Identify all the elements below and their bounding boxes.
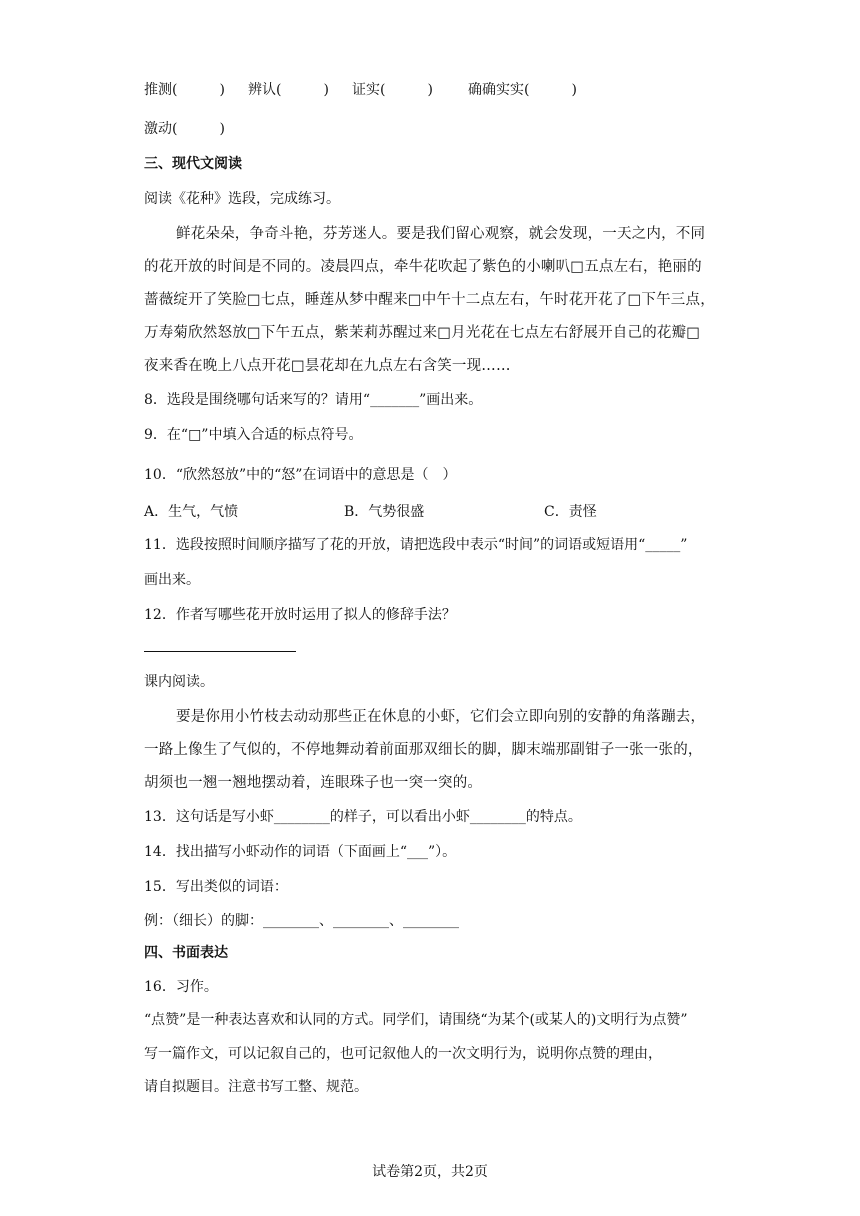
question-13: 13．这句话是写小虾________的样子，可以看出小虾________的特点。 bbox=[144, 809, 582, 825]
question-10: 10．“欣然怒放”中的“怒”在词语中的意思是（ ） bbox=[144, 467, 457, 483]
passage-line: 万寿菊欣然怒放□下午五点，紫茉莉苏醒过来□月光花在七点左右舒展开自己的花瓣□ bbox=[144, 325, 701, 341]
passage-line: 的花开放的时间是不同的。凌晨四点，牵牛花吹起了紫色的小喇叭□五点左右，艳丽的 bbox=[144, 259, 702, 275]
question-16: 16．习作。 bbox=[144, 979, 218, 995]
question-11: 11．选段按照时间顺序描写了花的开放，请把选段中表示“时间”的词语或短语用“_____” bbox=[144, 537, 688, 553]
vocab-row-2: 激动( ) bbox=[144, 121, 225, 137]
vocab-row-1 bbox=[144, 79, 577, 99]
passage-line: 鲜花朵朵，争奇斗艳，芬芳迷人。要是我们留心观察，就会发现，一天之内，不同 bbox=[176, 226, 706, 242]
section-heading: 三、现代文阅读 bbox=[144, 156, 242, 172]
vocab-item: 确确实实( ) bbox=[468, 82, 577, 98]
passage-line: 要是你用小竹枝去动动那些正在休息的小虾，它们会立即向别的安静的角落蹦去， bbox=[176, 709, 706, 725]
option-b: B．气势很盛 bbox=[344, 504, 425, 520]
passage-line: 夜来香在晚上八点开花□昙花却在九点左右含笑一现…… bbox=[144, 358, 511, 374]
option-a: A．生气，气愤 bbox=[144, 504, 239, 520]
writing-prompt-line: 请自拟题目。注意书写工整、规范。 bbox=[144, 1079, 368, 1095]
writing-prompt-line: “点赞”是一种表达喜欢和认同的方式。同学们，请围绕“为某个(或某人的)文明行为点赞” bbox=[144, 1012, 688, 1028]
reading-intro: 课内阅读。 bbox=[144, 674, 214, 690]
question-12: 12．作者写哪些花开放时运用了拟人的修辞手法？ bbox=[144, 607, 456, 623]
vocab-item: 推测( ) bbox=[144, 82, 225, 98]
question-11-cont: 画出来。 bbox=[144, 572, 200, 588]
writing-prompt-line: 写一篇作文，可以记叙自己的，也可记叙他人的一次文明行为，说明你点赞的理由， bbox=[144, 1046, 662, 1062]
question-9: 9．在“□”中填入合适的标点符号。 bbox=[144, 427, 363, 443]
reading-intro: 阅读《花种》选段，完成练习。 bbox=[144, 191, 340, 207]
passage-line: 胡须也一翘一翘地摆动着，连眼珠子也一突一突的。 bbox=[144, 775, 483, 791]
page-footer: 试卷第2页，共2页 bbox=[372, 1164, 488, 1180]
vocab-item: 辨认( ) bbox=[248, 82, 329, 98]
passage-line: 一路上像生了气似的，不停地舞动着前面那双细长的脚，脚末端那副钳子一张一张的， bbox=[144, 742, 703, 758]
section-heading: 四、书面表达 bbox=[144, 945, 228, 961]
question-8: 8．选段是围绕哪句话来写的？请用“_______”画出来。 bbox=[144, 392, 483, 408]
answer-line bbox=[144, 651, 296, 652]
passage-line: 蔷薇绽开了笑脸□七点，睡莲从梦中醒来□中午十二点左右，午时花开花了□下午三点， bbox=[144, 292, 715, 308]
question-14: 14．找出描写小虾动作的词语（下面画上“___”）。 bbox=[144, 844, 457, 860]
option-c: C．责怪 bbox=[544, 504, 597, 520]
question-15: 15．写出类似的词语： bbox=[144, 879, 288, 895]
question-15-example: 例：（细长）的脚：________、________、________ bbox=[144, 913, 459, 929]
vocab-item: 证实( ) bbox=[352, 82, 433, 98]
